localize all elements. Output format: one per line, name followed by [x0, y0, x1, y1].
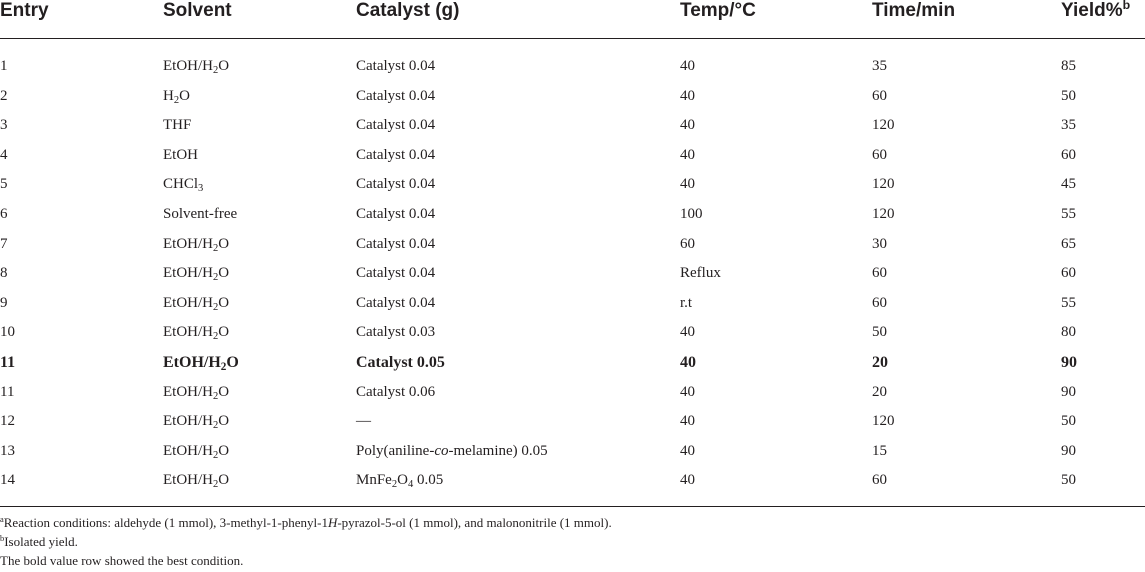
cell-entry: 9	[0, 294, 8, 311]
table-row	[0, 141, 1145, 171]
cell-yield: 65	[1061, 235, 1076, 252]
footnote-a-mark: a	[0, 514, 4, 524]
cell-entry: 12	[0, 413, 15, 430]
cell-catalyst: Catalyst 0.04	[356, 265, 436, 282]
cell-entry: 6	[0, 205, 8, 222]
cell-yield: 55	[1061, 205, 1076, 222]
cell-temp: Reflux	[680, 265, 721, 282]
cell-catalyst: Catalyst 0.04	[356, 117, 436, 134]
cell-time: 120	[872, 176, 895, 193]
cell-temp: 40	[680, 117, 695, 134]
cell-solvent: EtOH/$H_2O$	[163, 472, 230, 491]
cell-temp: 40	[680, 383, 695, 400]
cell-solvent: EtOH/$H_2O$	[163, 265, 230, 284]
cell-yield: 80	[1061, 324, 1076, 341]
table-header	[0, 0, 1145, 39]
cell-yield: 90	[1061, 442, 1076, 459]
cell-yield: 45	[1061, 176, 1076, 193]
footnote-note: The bold value row showed the best condition.	[0, 553, 244, 568]
table-bottom-rule	[0, 506, 1145, 507]
table-row	[0, 378, 1145, 408]
table-row	[0, 82, 1145, 112]
cell-yield: 50	[1061, 87, 1076, 104]
cell-entry: 7	[0, 235, 8, 252]
cell-catalyst: $MnFe_2O_4$ 0.05	[356, 472, 444, 491]
cell-temp: 100	[680, 205, 703, 222]
table-row	[0, 200, 1145, 230]
cell-temp: r.t	[680, 294, 693, 311]
table-row	[0, 230, 1145, 260]
cell-time: 60	[872, 472, 887, 489]
cell-time: 60	[872, 146, 887, 163]
cell-catalyst: Catalyst 0.03	[356, 324, 436, 341]
cell-time: 30	[872, 235, 887, 252]
table-row	[0, 111, 1145, 141]
cell-temp: 40	[680, 472, 695, 489]
table-row	[0, 348, 1145, 378]
table-row	[0, 289, 1145, 319]
cell-entry: 2	[0, 87, 8, 104]
cell-entry: 4	[0, 146, 8, 163]
cell-solvent: EtOH/$H_2O$	[163, 413, 230, 432]
table-row	[0, 407, 1145, 437]
cell-temp: 40	[680, 176, 695, 193]
header-yield-label: Yield%	[1061, 0, 1123, 21]
header-yield	[1061, 0, 1130, 22]
cell-time: 60	[872, 265, 887, 282]
table-row	[0, 437, 1145, 467]
cell-yield: 90	[1061, 353, 1077, 371]
header-temp: Temp/°C	[680, 0, 756, 21]
cell-entry: 14	[0, 472, 15, 489]
cell-solvent: EtOH/$H_2O$	[163, 235, 230, 254]
header-yield-footnote-mark: b	[1122, 0, 1131, 12]
cell-time: 50	[872, 324, 887, 341]
cell-solvent: EtOH/$H_2O$	[163, 353, 239, 373]
cell-solvent: EtOH/$H_2O$	[163, 383, 230, 402]
cell-catalyst: Catalyst 0.04	[356, 87, 436, 104]
cell-time: 20	[872, 383, 887, 400]
table-row	[0, 466, 1145, 496]
cell-yield: 50	[1061, 472, 1076, 489]
cell-time: 15	[872, 442, 887, 459]
cell-time: 35	[872, 58, 887, 74]
cell-entry: 11	[0, 353, 16, 371]
footnote-b: $^b$Isolated yield.	[0, 533, 78, 549]
cell-yield: 60	[1061, 146, 1076, 163]
cell-catalyst: Catalyst 0.05	[356, 353, 445, 371]
table-footnotes	[0, 513, 612, 570]
cell-catalyst: Catalyst 0.04	[356, 176, 436, 193]
cell-solvent: EtOH/$H_2O$	[163, 294, 230, 313]
cell-entry: 11	[0, 383, 15, 400]
cell-entry: 8	[0, 265, 8, 282]
table-row	[0, 318, 1145, 348]
header-solvent: Solvent	[163, 0, 232, 21]
table-row	[0, 170, 1145, 200]
cell-solvent: EtOH/$H_2O$	[163, 324, 230, 343]
header-entry: Entry	[0, 0, 49, 21]
cell-yield: 35	[1061, 117, 1076, 134]
cell-yield: 50	[1061, 413, 1076, 430]
cell-catalyst: Catalyst 0.04	[356, 205, 436, 222]
cell-entry: 3	[0, 117, 8, 134]
cell-time: 60	[872, 294, 887, 311]
cell-catalyst: Poly(aniline-co-melamine) 0.05	[356, 442, 548, 459]
cell-catalyst: Catalyst 0.04	[356, 294, 436, 311]
cell-temp: 40	[680, 58, 695, 74]
cell-yield: 85	[1061, 58, 1076, 74]
cell-temp: 40	[680, 146, 695, 163]
cell-entry: 5	[0, 176, 8, 193]
header-catalyst: Catalyst (g)	[356, 0, 460, 21]
cell-catalyst: —	[356, 413, 371, 430]
table-row	[0, 259, 1145, 289]
cell-solvent: EtOH/$H_2O$	[163, 58, 230, 76]
header-time: Time/min	[872, 0, 956, 21]
cell-yield: 55	[1061, 294, 1076, 311]
footnote-b-mark: b	[0, 533, 5, 543]
cell-solvent: $H_2O$	[163, 87, 190, 106]
cell-time: 20	[872, 353, 888, 371]
cell-time: 120	[872, 205, 895, 222]
cell-temp: 40	[680, 324, 695, 341]
cell-entry: 13	[0, 442, 15, 459]
cell-solvent: EtOH	[163, 146, 198, 163]
cell-catalyst: Catalyst 0.04	[356, 235, 436, 252]
cell-temp: 60	[680, 235, 695, 252]
cell-solvent: Solvent-free	[163, 205, 238, 222]
cell-temp: 40	[680, 442, 695, 459]
table-row	[0, 52, 1145, 82]
cell-solvent: EtOH/$H_2O$	[163, 442, 230, 461]
cell-entry: 10	[0, 324, 15, 341]
cell-yield: 60	[1061, 265, 1076, 282]
cell-catalyst: Catalyst 0.04	[356, 146, 436, 163]
table-body	[0, 52, 1145, 496]
footnote-a: $^a$Reaction conditions: aldehyde (1 mmol), 3-methyl-1-phenyl-1H-pyrazol-5-ol (1 mmol), and malononitrile (1 mmol).	[0, 514, 612, 530]
cell-solvent: THF	[163, 117, 192, 134]
cell-time: 60	[872, 87, 887, 104]
cell-entry: 1	[0, 58, 8, 74]
cell-catalyst: Catalyst 0.04	[356, 58, 436, 74]
cell-temp: 40	[680, 353, 696, 371]
cell-catalyst: Catalyst 0.06	[356, 383, 436, 400]
cell-yield: 90	[1061, 383, 1076, 400]
cell-temp: 40	[680, 413, 695, 430]
cell-time: 120	[872, 117, 895, 134]
cell-solvent: CHCl$_3$	[163, 176, 204, 195]
cell-time: 120	[872, 413, 895, 430]
cell-temp: 40	[680, 87, 695, 104]
